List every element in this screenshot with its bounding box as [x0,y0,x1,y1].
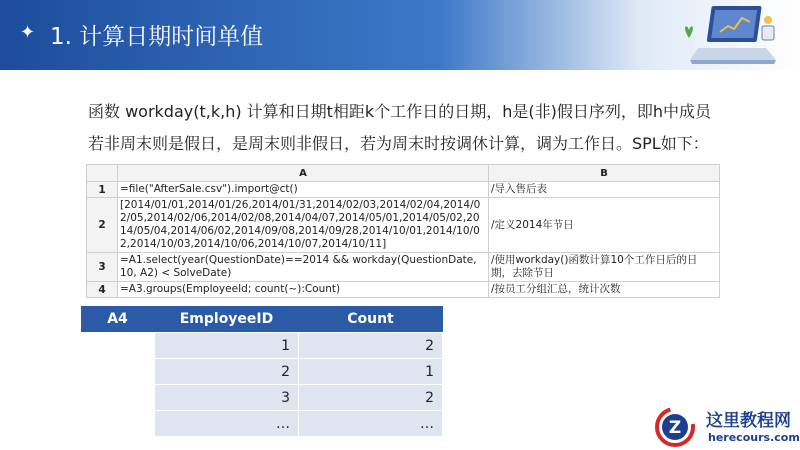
table-row [81,359,443,385]
result-cell-label: A4 [81,306,155,333]
code-row [87,198,720,253]
table-row [81,385,443,411]
table-row [81,411,443,437]
code-cell-a: =A1.select(year(QuestionDate)==2014 && workday(QuestionDate, 10, A2) < SolveDate) [118,253,489,282]
code-row [87,182,720,198]
comment-cell-b: /使用workday()函数计算10个工作日后的日期，去除节日 [489,253,720,282]
code-cell-a: =A3.groups(EmployeeId; count(~):Count) [118,282,489,298]
column-header-count: Count [299,306,443,333]
row-number: 2 [87,198,118,253]
header-banner [0,0,800,70]
count-cell: 2 [299,333,443,359]
count-cell: 2 [299,385,443,411]
comment-cell-b: /导入售后表 [489,182,720,198]
comment-cell-b: /按员工分组汇总，统计次数 [489,282,720,298]
column-header-b: B [489,165,720,182]
logo-name: 这里教程网 [706,411,791,431]
logo-emblem-icon [654,406,696,448]
column-header-employeeid: EmployeeID [155,306,299,333]
employeeid-cell: 3 [155,385,299,411]
intro-line-1: 函数 workday(t,k,h) 计算和日期t相距k个工作日的日期，h是(非)假日序列，即h中成员 [88,102,711,121]
employeeid-cell: 1 [155,333,299,359]
star-bullet-icon: ✦ [20,22,36,43]
empty-cell [81,411,155,437]
code-header-row [87,165,720,182]
employeeid-cell: 2 [155,359,299,385]
logo-url: herecours.com [708,431,800,444]
intro-line-2: 若非周末则是假日，是周末则非假日，若为周末时按调休计算，调为工作日。SPL如下： [88,134,709,153]
empty-cell [81,333,155,359]
code-cell-a: [2014/01/01,2014/01/26,2014/01/31,2014/02/03,2014/02/04,2014/02/05,2014/02/06,2014/02/08,2014/04/07,2014/05/01,2014/05/02,2014/05/04,2014/06/02,2014/09/08,2014/09/28,2014/10/01,2014/10/02,2014/10/03,2014/10/06,2014/10/07,2014/10/11] [118,198,489,253]
empty-cell [81,359,155,385]
row-number: 1 [87,182,118,198]
laptop-illustration-icon [676,4,786,74]
site-logo [652,404,800,450]
code-cell-a: =file("AfterSale.csv").import@ct() [118,182,489,198]
employeeid-cell: … [155,411,299,437]
result-header-row [81,306,443,333]
count-cell: 1 [299,359,443,385]
code-row [87,282,720,298]
intro-paragraph [88,96,748,160]
code-row [87,253,720,282]
empty-cell [81,385,155,411]
comment-cell-b: /定义2014年节日 [489,198,720,253]
corner-cell [87,165,118,182]
count-cell: … [299,411,443,437]
row-number: 3 [87,253,118,282]
spl-code-table [86,164,720,298]
logo-glyph: Z [668,418,682,438]
row-number: 4 [87,282,118,298]
column-header-a: A [118,165,489,182]
page-title: 1. 计算日期时间单值 [50,24,264,50]
result-table [80,306,443,437]
table-row [81,333,443,359]
